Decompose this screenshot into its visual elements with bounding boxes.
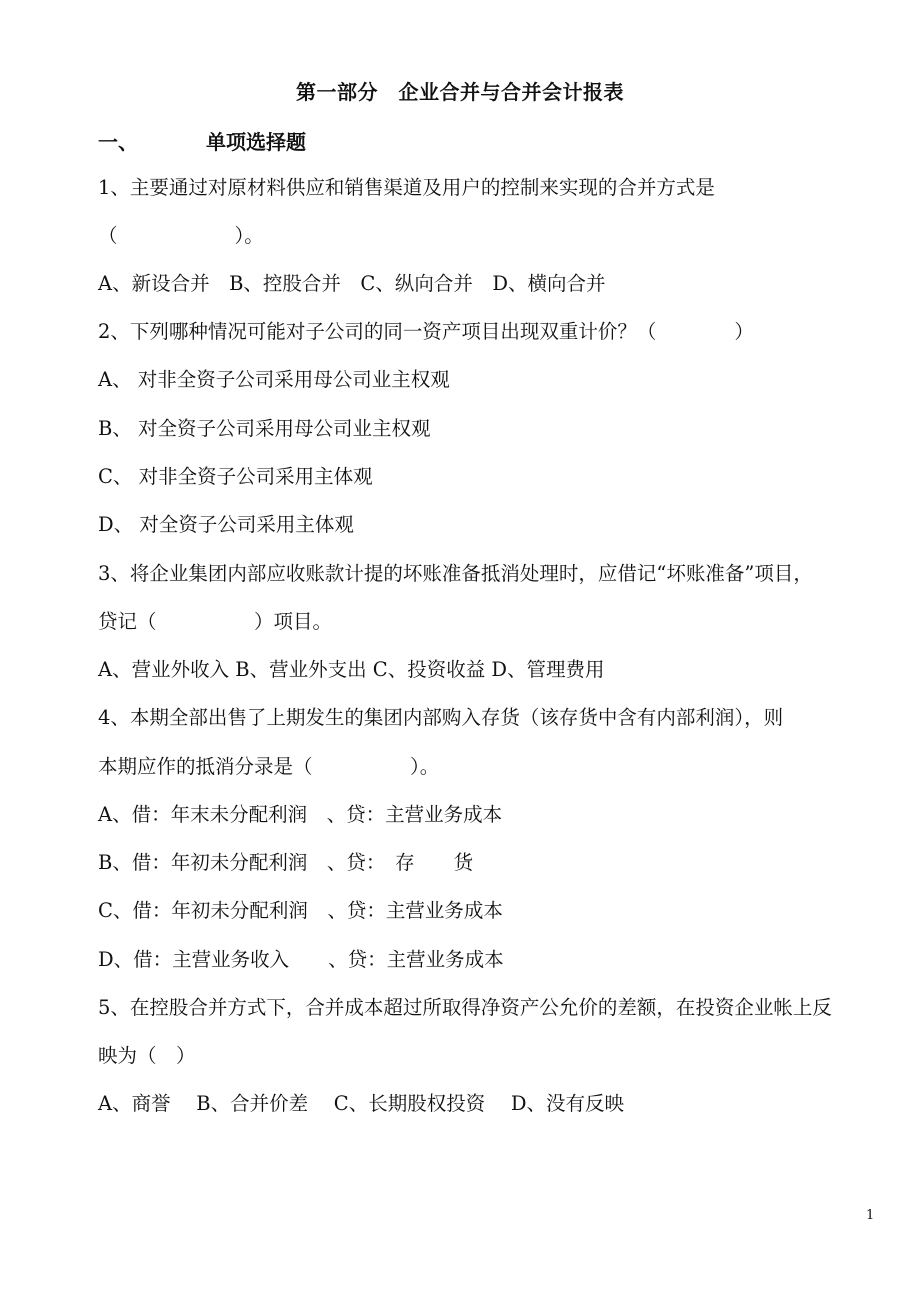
question-5-options: A、商誉 B、合并价差 C、长期股权投资 D、没有反映 xyxy=(98,1092,625,1115)
question-4-option-b: B、借：年初未分配利润 、贷： 存 货 xyxy=(98,851,474,874)
question-1-stem: 1、主要通过对原材料供应和销售渠道及用户的控制来实现的合并方式是 xyxy=(98,176,715,199)
question-4-option-c: C、借：年初未分配利润 、贷：主营业务成本 xyxy=(98,899,503,922)
question-2-option-c: C、 对非全资子公司采用主体观 xyxy=(98,465,373,488)
question-2-option-a: A、 对非全资子公司采用母公司业主权观 xyxy=(98,368,450,391)
page-number: 1 xyxy=(866,1208,875,1223)
question-3-stem: 3、将企业集团内部应收账款计提的坏账准备抵消处理时，应借记“坏账准备”项目， xyxy=(98,562,813,585)
question-4-option-a: A、借：年末未分配利润 、贷：主营业务成本 xyxy=(98,803,503,826)
question-1-blank: （ ）。 xyxy=(98,224,264,247)
section-heading xyxy=(98,126,306,155)
question-2-option-b: B、 对全资子公司采用母公司业主权观 xyxy=(98,417,431,440)
question-2-option-d: D、 对全资子公司采用主体观 xyxy=(98,513,354,536)
page-title: 第一部分 企业合并与合并会计报表 xyxy=(296,80,624,104)
question-4-stem-cont: 本期应作的抵消分录是（ ）。 xyxy=(98,755,440,778)
question-1-options: A、新设合并 B、控股合并 C、纵向合并 D、横向合并 xyxy=(98,272,606,295)
question-5-stem-cont: 映为（ ） xyxy=(98,1044,196,1067)
question-3-stem-cont: 贷记（ ）项目。 xyxy=(98,610,333,633)
question-4-stem: 4、本期全部出售了上期发生的集团内部购入存货（该存货中含有内部利润），则 xyxy=(98,706,784,729)
question-4-option-d: D、借：主营业务收入 、贷：主营业务成本 xyxy=(98,948,504,971)
question-3-options: A、营业外收入 B、营业外支出 C、投资收益 D、管理费用 xyxy=(98,658,605,681)
section-label: 单项选择题 xyxy=(206,130,306,154)
question-5-stem: 5、在控股合并方式下，合并成本超过所取得净资产公允价的差额，在投资企业帐上反 xyxy=(98,996,832,1019)
section-number: 一、 xyxy=(98,130,138,154)
question-2-stem: 2、下列哪种情况可能对子公司的同一资产项目出现双重计价？（ ） xyxy=(98,320,754,343)
